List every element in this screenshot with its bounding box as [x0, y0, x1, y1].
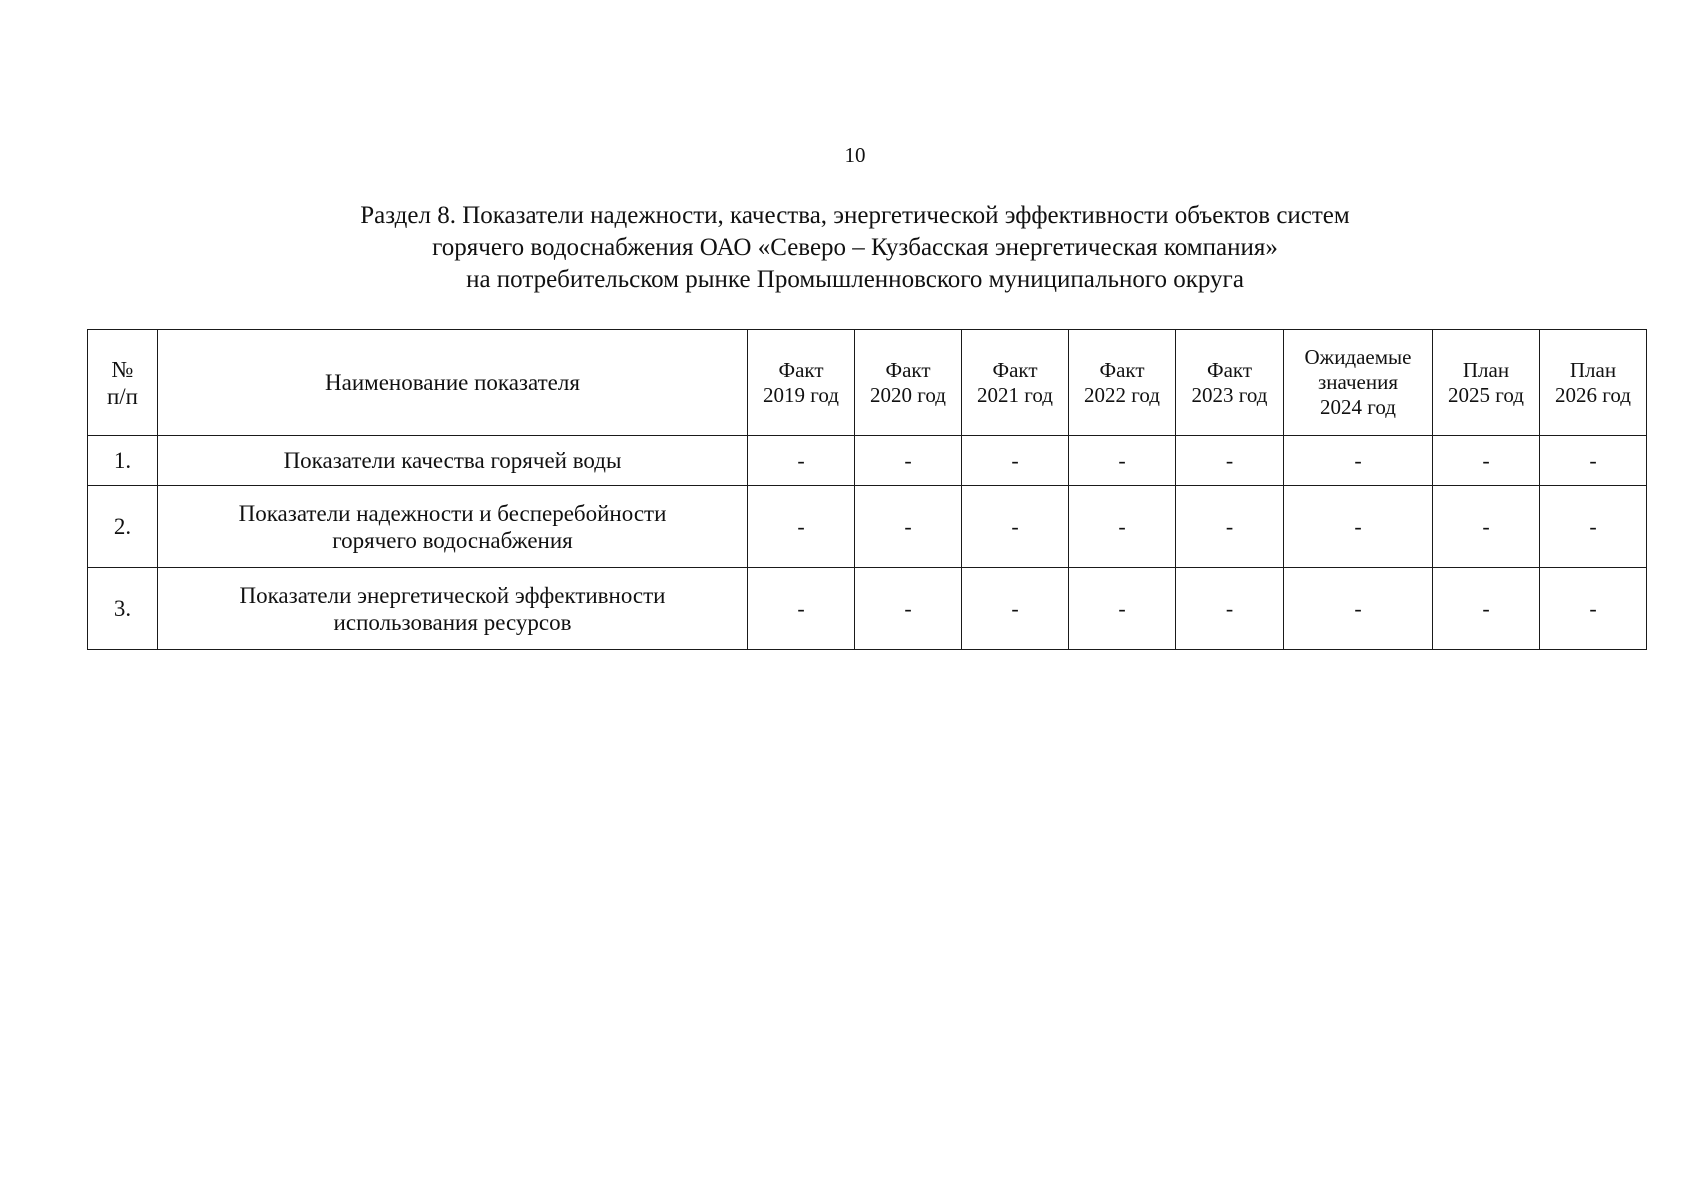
- value-expected-2024: -: [1284, 436, 1433, 486]
- indicator-name-line-2: горячего водоснабжения: [332, 527, 573, 553]
- section-title-line-3: на потребительском рынке Промышленновского муниципального округа: [466, 266, 1244, 293]
- indicator-name-line-1: Показатели энергетической эффективности: [239, 582, 666, 608]
- section-title: [0, 200, 1697, 296]
- value-fact-2022: -: [1069, 436, 1176, 486]
- header-plan-2025: [1433, 330, 1540, 436]
- header-expected-label: Ожидаемые: [1304, 345, 1412, 369]
- value-fact-2019: -: [748, 486, 855, 568]
- indicator-name: [158, 486, 748, 568]
- value-fact-2022: -: [1069, 486, 1176, 568]
- indicator-name: [158, 568, 748, 650]
- header-number-abbr: п/п: [106, 383, 138, 409]
- header-fact-2023: [1176, 330, 1284, 436]
- header-number: [88, 330, 158, 436]
- value-plan-2026: -: [1540, 486, 1647, 568]
- value-fact-2020: -: [855, 568, 962, 650]
- header-plan-2025-year: 2025 год: [1448, 382, 1524, 407]
- value-fact-2021: -: [962, 436, 1069, 486]
- value-fact-2021: -: [962, 568, 1069, 650]
- header-plan-2025-label: План: [1462, 357, 1510, 382]
- value-plan-2026: -: [1540, 436, 1647, 486]
- section-title-line-1: Раздел 8. Показатели надежности, качества, энергетической эффективности объектов систем: [360, 202, 1350, 229]
- header-fact-2020-year: 2020 год: [870, 382, 946, 407]
- table-row: [88, 436, 1647, 486]
- header-expected-year: 2024 год: [1320, 395, 1396, 419]
- indicators-table: [87, 329, 1647, 650]
- value-fact-2019: -: [748, 568, 855, 650]
- header-fact-2022-year: 2022 год: [1084, 382, 1160, 407]
- header-expected-values: значения: [1317, 370, 1399, 394]
- value-fact-2023: -: [1176, 436, 1284, 486]
- header-plan-2026-year: 2026 год: [1555, 382, 1631, 407]
- indicator-name-line-1: Показатели качества горячей воды: [283, 448, 622, 473]
- value-fact-2020: -: [855, 486, 962, 568]
- header-fact-2019-year: 2019 год: [763, 382, 839, 407]
- header-indicator-name: Наименование показателя: [158, 330, 748, 436]
- header-fact-2021-label: Факт: [992, 357, 1038, 382]
- row-number: 2.: [88, 486, 158, 568]
- header-fact-2023-label: Факт: [1206, 357, 1252, 382]
- header-fact-2020-label: Факт: [885, 357, 931, 382]
- header-plan-2026-label: План: [1569, 357, 1617, 382]
- table-row: [88, 486, 1647, 568]
- value-plan-2025: -: [1433, 568, 1540, 650]
- value-plan-2025: -: [1433, 436, 1540, 486]
- header-number-symbol: №: [111, 356, 134, 382]
- value-plan-2026: -: [1540, 568, 1647, 650]
- indicator-name: [158, 436, 748, 486]
- section-title-line-2: горячего водоснабжения ОАО «Северо – Кузбасская энергетическая компания»: [432, 234, 1278, 261]
- value-expected-2024: -: [1284, 568, 1433, 650]
- value-fact-2020: -: [855, 436, 962, 486]
- value-fact-2023: -: [1176, 568, 1284, 650]
- header-fact-2023-year: 2023 год: [1191, 382, 1268, 407]
- value-fact-2022: -: [1069, 568, 1176, 650]
- row-number: 1.: [88, 436, 158, 486]
- value-expected-2024: -: [1284, 486, 1433, 568]
- header-fact-2019: [748, 330, 855, 436]
- table-row: [88, 568, 1647, 650]
- header-fact-2021-year: 2021 год: [977, 382, 1053, 407]
- value-fact-2021: -: [962, 486, 1069, 568]
- value-fact-2019: -: [748, 436, 855, 486]
- table-header-row: [88, 330, 1647, 436]
- indicator-name-line-1: Показатели надежности и бесперебойности: [238, 500, 667, 526]
- value-plan-2025: -: [1433, 486, 1540, 568]
- header-fact-2022: [1069, 330, 1176, 436]
- header-plan-2026: [1540, 330, 1647, 436]
- row-number: 3.: [88, 568, 158, 650]
- header-expected-2024: [1284, 330, 1433, 436]
- header-fact-2020: [855, 330, 962, 436]
- header-fact-2019-label: Факт: [778, 357, 824, 382]
- indicator-name-line-2: использования ресурсов: [333, 609, 572, 635]
- header-fact-2021: [962, 330, 1069, 436]
- value-fact-2023: -: [1176, 486, 1284, 568]
- page-number: 10: [844, 143, 866, 167]
- header-fact-2022-label: Факт: [1099, 357, 1145, 382]
